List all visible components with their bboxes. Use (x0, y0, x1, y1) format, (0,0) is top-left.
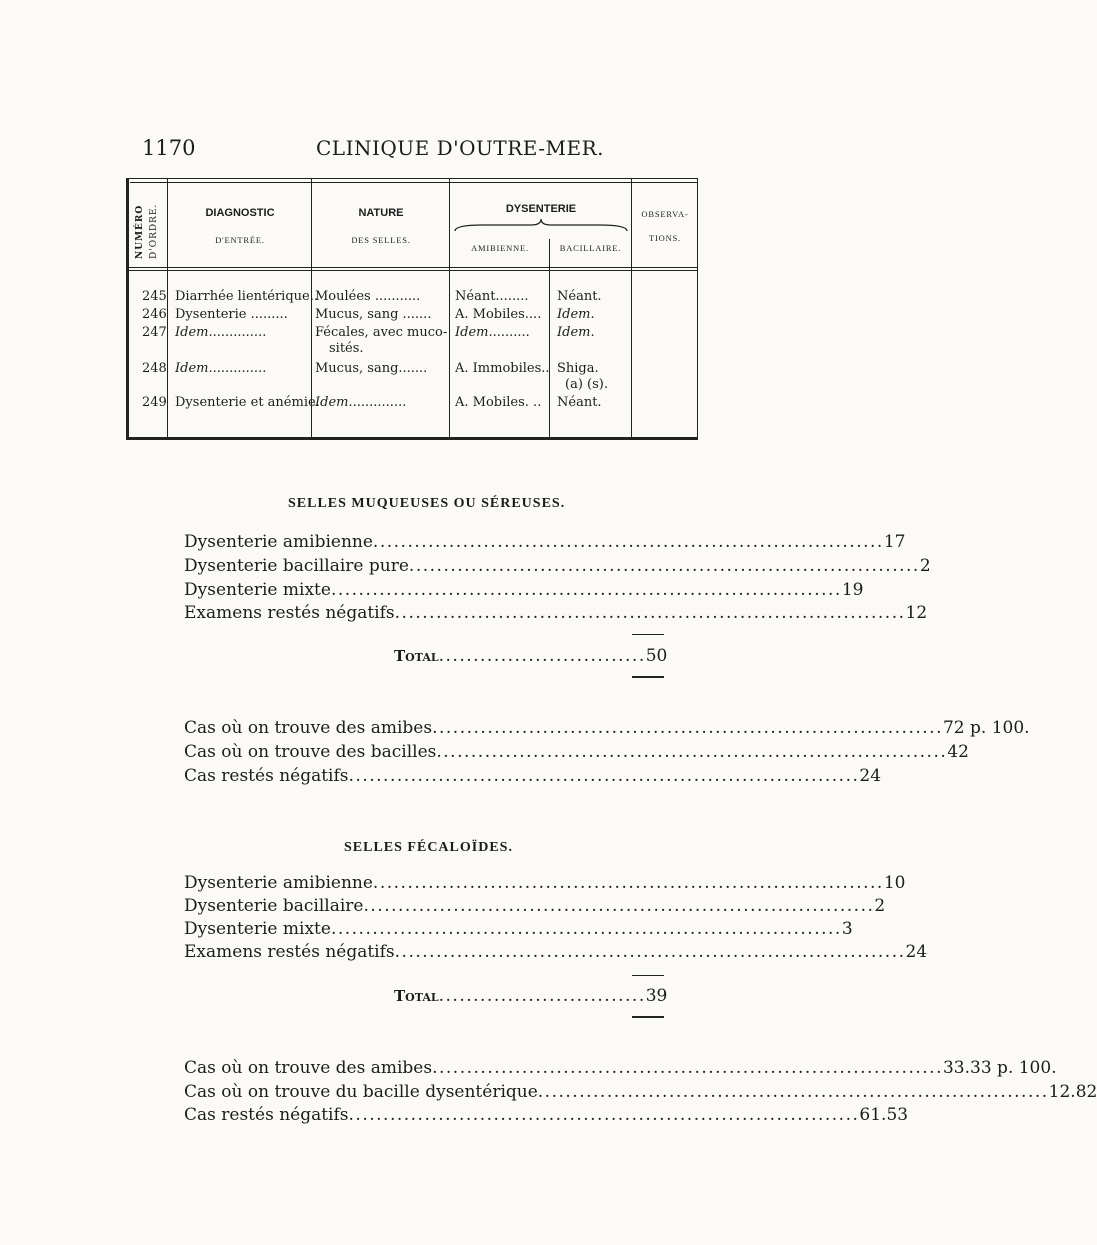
case-label: Cas restés négatifs (184, 766, 349, 786)
case-label: Cas où on trouve des amibes (184, 718, 433, 738)
case-value: 33.33 p. 100. (942, 1058, 1057, 1078)
total-rule (632, 676, 664, 678)
item-label: Examens restés négatifs (184, 942, 395, 962)
header-observations-1: OBSERVA- (641, 209, 689, 219)
item-label: Dysenterie bacillaire pure (184, 556, 409, 576)
item-value: 10 (883, 873, 906, 893)
total-row: Total .............................. 39 (394, 986, 668, 1006)
data-table (126, 178, 698, 440)
row-bacillaire: Néant. (557, 395, 602, 410)
table-top-rule (130, 182, 698, 183)
case-value: 12.82 (1048, 1082, 1097, 1102)
row-number: 249 (142, 395, 167, 410)
total-label: Total (394, 987, 439, 1005)
item-label: Examens restés négatifs (184, 603, 395, 623)
page-number: 1170 (142, 136, 196, 160)
case-value: 42 (947, 742, 969, 762)
case-label: Cas où on trouve du bacille dysentérique (184, 1082, 538, 1102)
case-label: Cas où on trouve des amibes (184, 1058, 433, 1078)
item-label: Dysenterie bacillaire (184, 896, 364, 916)
row-bacillaire: Shiga. (557, 361, 599, 376)
list-item: Dysenterie mixte .......................................................................... 3 (184, 919, 853, 939)
header-nature: NATURE (358, 207, 404, 219)
row-bacillaire: Idem. (557, 307, 595, 322)
item-value: 12 (905, 603, 928, 623)
header-bacillaire: BACILLAIRE. (559, 243, 622, 253)
item-value: 24 (905, 942, 928, 962)
list-item: Examens restés négatifs .......................................................................... 24 (184, 942, 928, 962)
header-dysenterie: DYSENTERIE (505, 203, 577, 215)
row-amibienne: A. Mobiles. .. (455, 395, 542, 410)
row-nature: Mucus, sang ....... (315, 307, 432, 322)
row-diagnostic: Idem.............. (175, 325, 267, 340)
header-ordre: D'ORDRE. (149, 203, 159, 259)
header-divider (129, 267, 697, 268)
brace-icon (453, 217, 629, 233)
row-diagnostic: Dysenterie ......... (175, 307, 288, 322)
row-number: 246 (142, 307, 167, 322)
header-divider (129, 270, 697, 271)
sum-rule (632, 975, 664, 976)
item-value: 2 (919, 556, 931, 576)
row-nature: Mucus, sang....... (315, 361, 428, 376)
row-diagnostic: Idem.............. (175, 361, 267, 376)
header-amibienne: AMIBIENNE. (471, 243, 529, 253)
list-item: Examens restés négatifs .......................................................................... 12 (184, 603, 928, 623)
row-nature: Fécales, avec muco- (315, 325, 448, 340)
list-item: Cas restés négatifs .......................................................................... 61.53 (184, 1105, 909, 1125)
row-amibienne: A. Mobiles.... (455, 307, 542, 322)
list-item: Dysenterie mixte .......................................................................... 19 (184, 580, 864, 600)
item-value: 19 (841, 580, 864, 600)
running-title: CLINIQUE D'OUTRE-MER. (316, 136, 604, 160)
case-value: 61.53 (859, 1105, 909, 1125)
item-value: 2 (874, 896, 886, 916)
case-value: 72 p. 100. (942, 718, 1030, 738)
item-label: Dysenterie mixte (184, 580, 331, 600)
row-bacillaire: Néant. (557, 289, 602, 304)
item-label: Dysenterie mixte (184, 919, 331, 939)
total-row: Total .............................. 50 (394, 646, 668, 666)
row-nature: Idem.............. (315, 395, 407, 410)
case-label: Cas où on trouve des bacilles (184, 742, 437, 762)
col-divider (449, 179, 450, 437)
header-nature-sub: DES SELLES. (351, 235, 411, 245)
item-value: 17 (883, 532, 906, 552)
total-label: Total (394, 647, 439, 665)
row-bacillaire: Idem. (557, 325, 595, 340)
row-diagnostic: Diarrhée lientérique.. (175, 289, 318, 304)
item-label: Dysenterie amibienne (184, 873, 373, 893)
row-amibienne: A. Immobiles.. (455, 361, 550, 376)
col-divider (549, 239, 550, 437)
list-item: Cas où on trouve des amibes .......................................................................... 33.33 p. 100. (184, 1058, 1057, 1078)
row-nature: Moulées ........... (315, 289, 421, 304)
sum-rule (632, 634, 664, 635)
row-number: 248 (142, 361, 167, 376)
row-amibienne: Idem.......... (455, 325, 530, 340)
case-label: Cas restés négatifs (184, 1105, 349, 1125)
row-amibienne: Néant........ (455, 289, 529, 304)
section-title: SELLES MUQUEUSES OU SÉREUSES. (288, 496, 566, 511)
list-item: Cas où on trouve des bacilles .......................................................................... 42 (184, 742, 969, 762)
list-item: Dysenterie amibienne .......................................................................... 10 (184, 873, 906, 893)
list-item: Cas restés négatifs .......................................................................... 24 (184, 766, 882, 786)
total-value: 39 (645, 986, 668, 1006)
list-item: Cas où on trouve du bacille dysentérique .......................................................................... 12.82 (184, 1082, 1097, 1102)
section-title: SELLES FÉCALOÏDES. (344, 840, 513, 855)
row-number: 247 (142, 325, 167, 340)
row-nature-cont: sités. (329, 341, 364, 356)
list-item: Cas où on trouve des amibes .......................................................................... 72 p. 100. (184, 718, 1030, 738)
row-bacillaire-cont: (a) (s). (565, 377, 608, 392)
row-number: 245 (142, 289, 167, 304)
item-value: 3 (841, 919, 853, 939)
list-item: Dysenterie bacillaire .......................................................................... 2 (184, 896, 886, 916)
item-label: Dysenterie amibienne (184, 532, 373, 552)
total-value: 50 (645, 646, 668, 666)
header-diagnostic-sub: D'ENTRÉE. (215, 235, 265, 245)
total-rule (632, 1016, 664, 1018)
col-divider (167, 179, 168, 437)
header-diagnostic: DIAGNOSTIC (205, 207, 275, 219)
row-diagnostic: Dysenterie et anémie. (175, 395, 320, 410)
list-item: Dysenterie amibienne .......................................................................... 17 (184, 532, 906, 552)
header-numero: NUMÉRO (135, 204, 145, 259)
case-value: 24 (859, 766, 882, 786)
list-item: Dysenterie bacillaire pure .......................................................................... 2 (184, 556, 931, 576)
header-observations-2: TIONS. (649, 233, 681, 243)
